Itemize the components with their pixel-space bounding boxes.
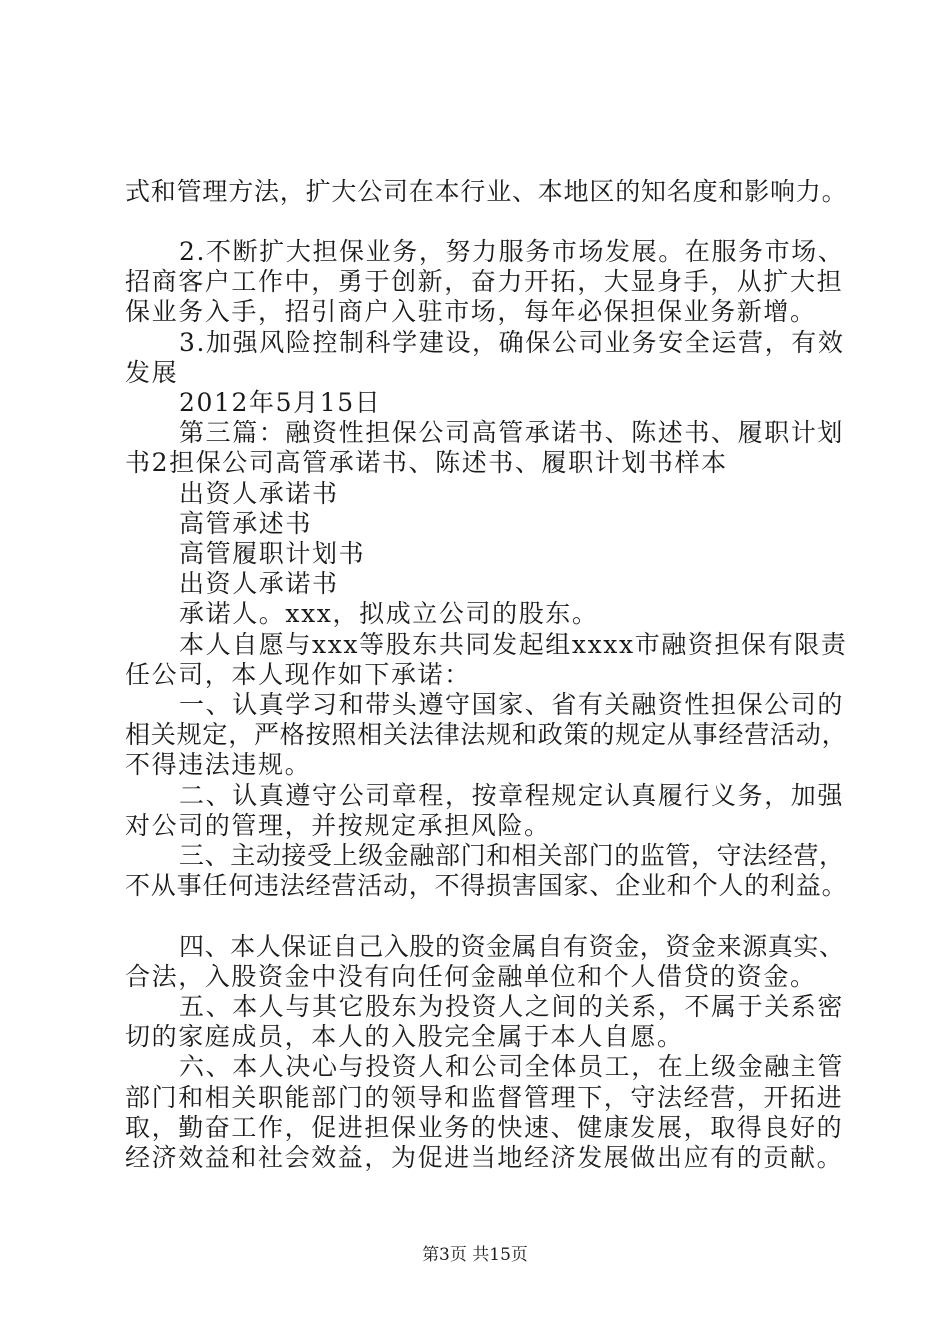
section-heading: 书2担保公司高管承诺书、陈述书、履职计划书样本 [125, 448, 728, 477]
body-line: 一、认真学习和带头遵守国家、省有关融资性担保公司的 [179, 690, 845, 719]
body-line: 合法，入股资金中没有向任何金融单位和个人借贷的资金。 [125, 962, 817, 991]
body-line: 2.不断扩大担保业务，努力服务市场发展。在服务市场、 [179, 237, 845, 266]
body-line: 经济效益和社会效益，为促进当地经济发展做出应有的贡献。 [125, 1143, 844, 1172]
body-line: 不从事任何违法经营活动，不得损害国家、企业和个人的利益。 [125, 871, 848, 900]
body-line: 不得违法违规。 [125, 750, 312, 779]
body-line: 式和管理方法，扩大公司在本行业、本地区的知名度和影响力。 [125, 177, 848, 206]
body-line: 招商客户工作中，勇于创新，奋力开拓，大显身手，从扩大担 [125, 267, 844, 296]
body-line: 发展 [125, 358, 179, 387]
body-line: 二、认真遵守公司章程，按章程规定认真履行义务，加强 [179, 781, 845, 810]
body-line: 五、本人与其它股东为投资人之间的关系，不属于关系密 [179, 992, 845, 1021]
body-line: 四、本人保证自己入股的资金属自有资金，资金来源真实、 [179, 932, 845, 961]
body-line: 六、本人决心与投资人和公司全体员工，在上级金融主管 [179, 1052, 845, 1081]
body-line: 取，勤奋工作，促进担保业务的快速、健康发展，取得良好的 [125, 1113, 844, 1142]
body-line: 部门和相关职能部门的领导和监督管理下，守法经营，开拓进 [125, 1083, 844, 1112]
body-line: 三、主动接受上级金融部门和相关部门的监管，守法经营， [179, 841, 845, 870]
body-line: 本人自愿与xxx等股东共同发起组xxxx市融资担保有限责 [179, 630, 848, 659]
body-line: 出资人承诺书 [179, 569, 339, 598]
body-line: 任公司，本人现作如下承诺： [125, 660, 471, 689]
body-line: 出资人承诺书 [179, 479, 339, 508]
body-line: 高管履职计划书 [179, 539, 366, 568]
body-line: 相关规定，严格按照相关法律法规和政策的规定从事经营活动， [125, 720, 848, 749]
page-number: 第3页 共15页 [422, 1245, 528, 1265]
date-line: 2012年5月15日 [179, 388, 382, 417]
body-line: 承诺人。xxx，拟成立公司的股东。 [179, 599, 599, 628]
body-line: 3.加强风险控制科学建设，确保公司业务安全运营，有效 [179, 328, 845, 357]
body-line: 高管承述书 [179, 509, 313, 538]
body-line: 对公司的管理，并按规定承担风险。 [125, 811, 551, 840]
body-line: 保业务入手，招引商户入驻市场，每年必保担保业务新增。 [125, 297, 817, 326]
body-line: 切的家庭成员，本人的入股完全属于本人自愿。 [125, 1022, 684, 1051]
section-heading: 第三篇：融资性担保公司高管承诺书、陈述书、履职计划 [179, 418, 845, 447]
